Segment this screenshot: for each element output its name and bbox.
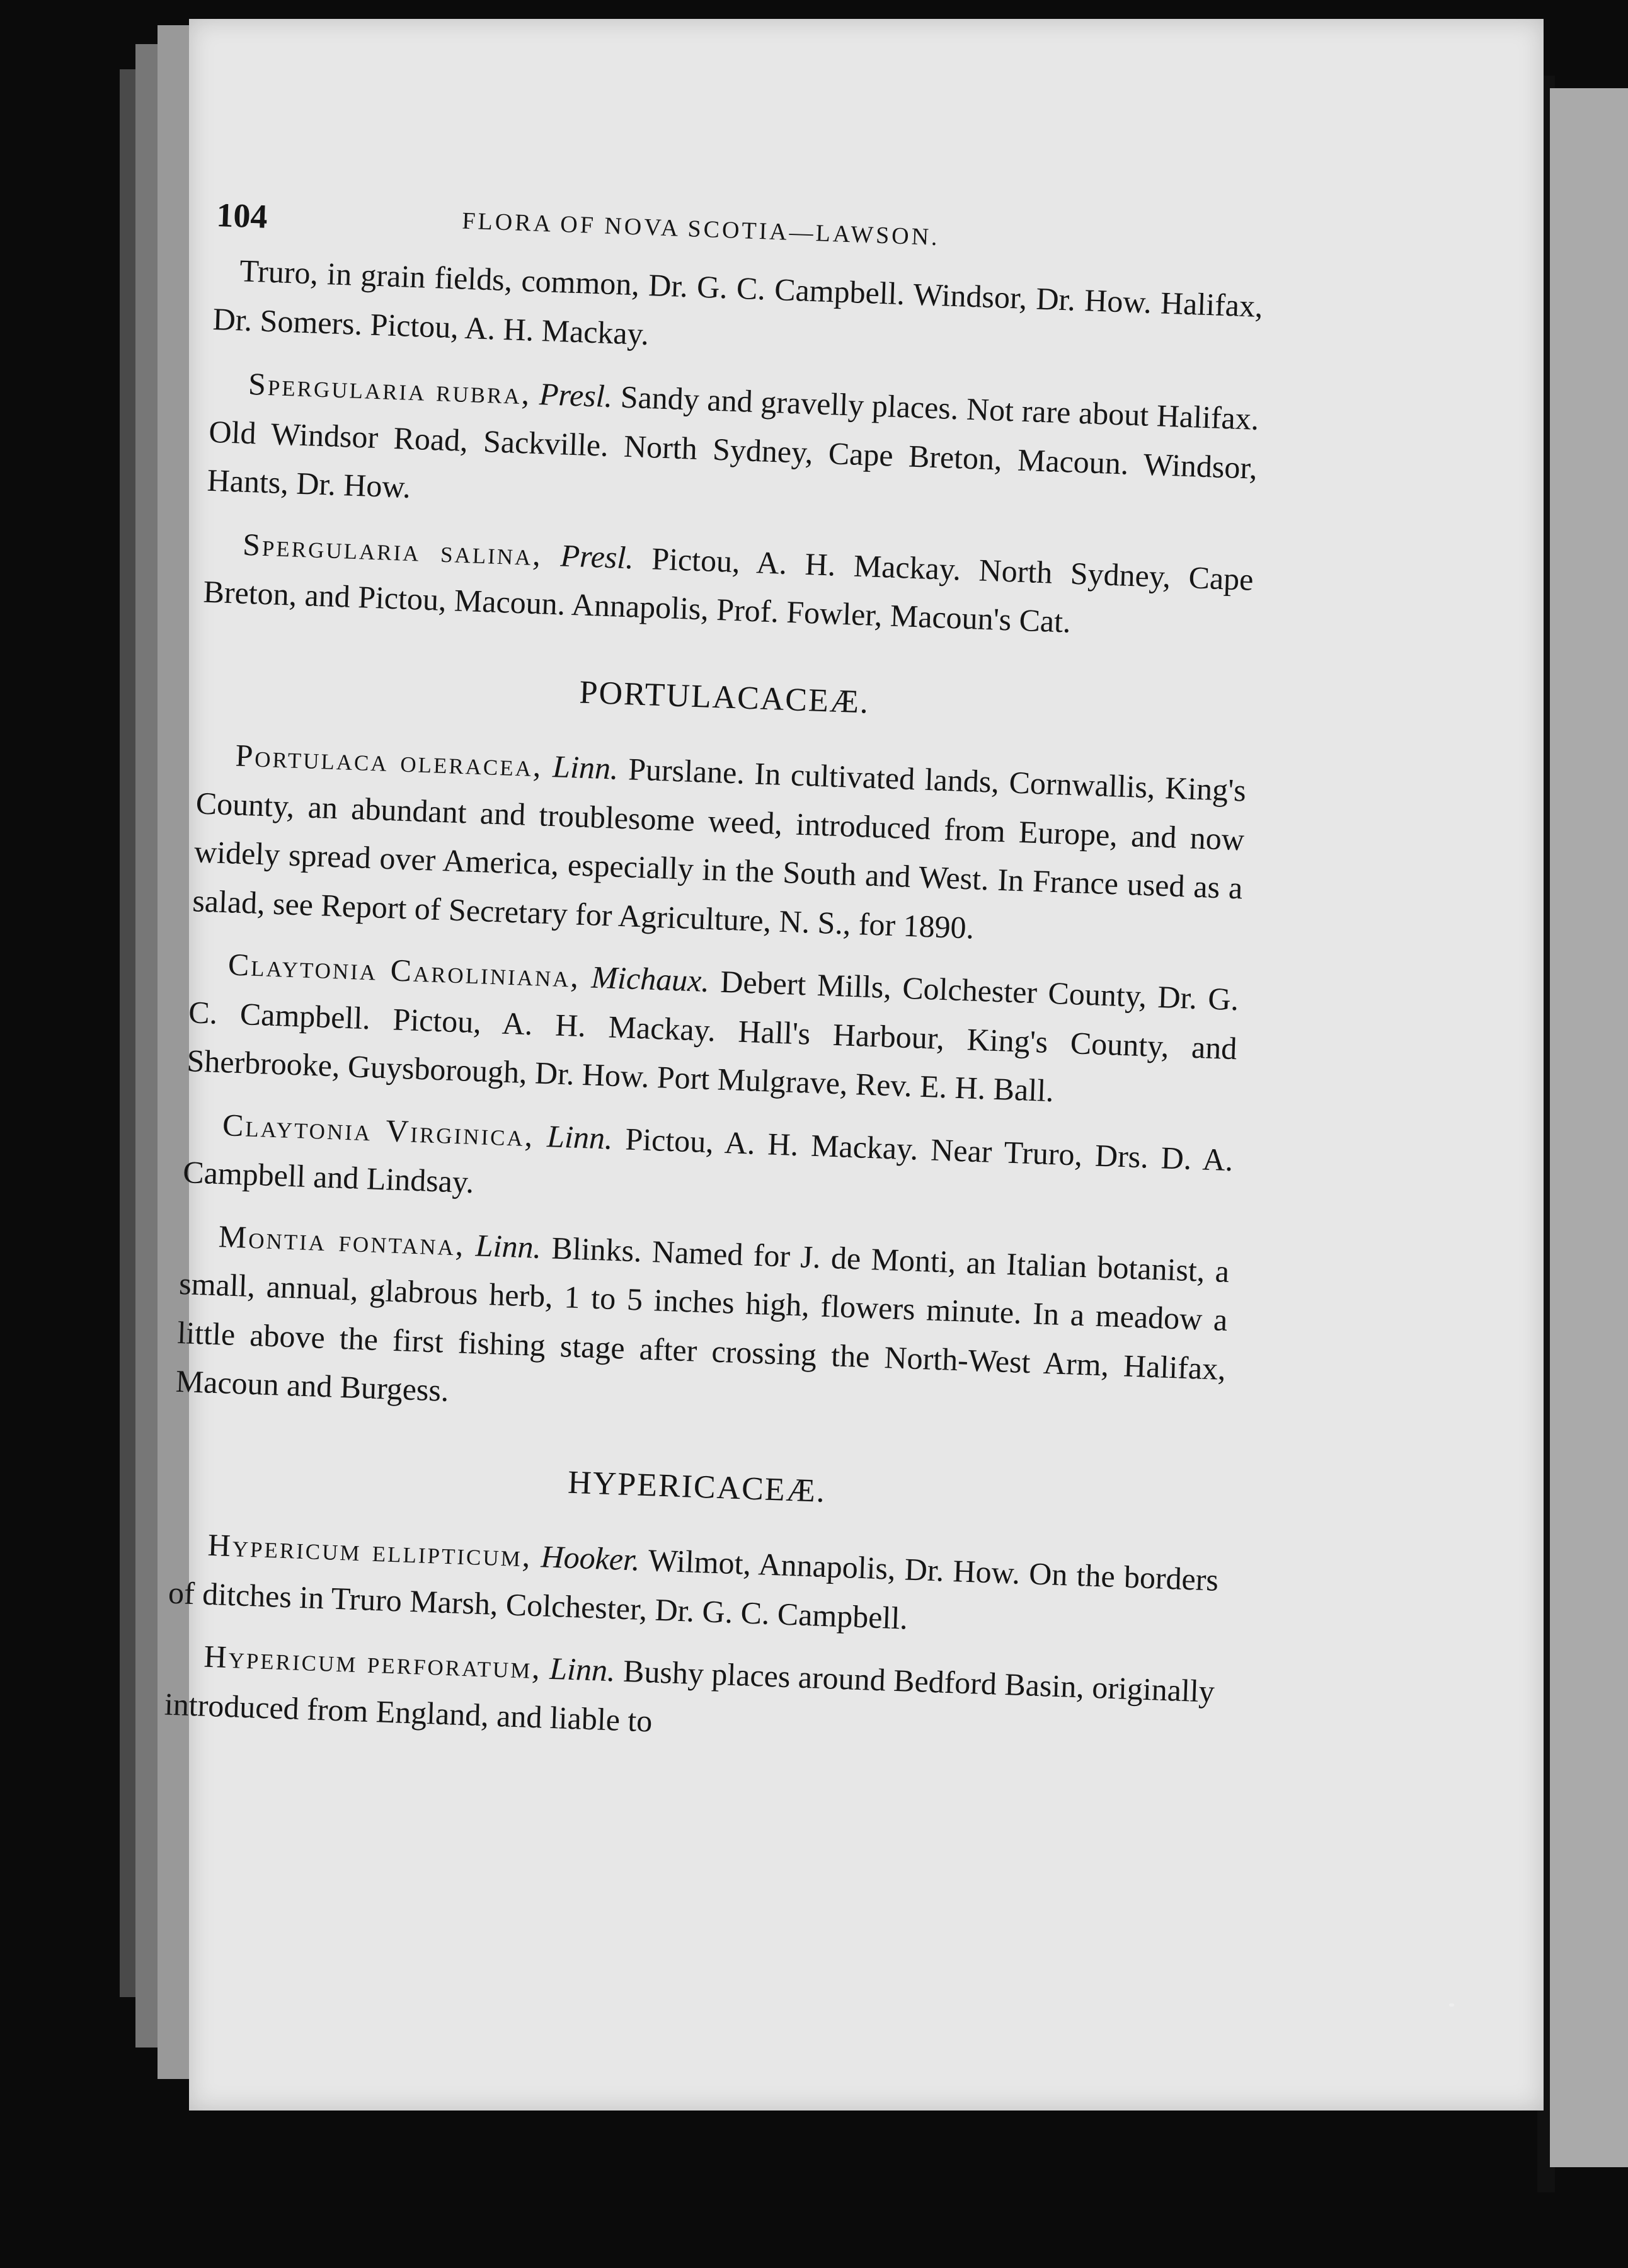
species-description: Pictou, A. H. Mackay. Near Truro, Drs. D. A. Campbell and Lindsay. [182,1121,1234,1200]
species-authority: Presl. [559,537,634,575]
print-speck [1449,2003,1454,2007]
species-entry [206,358,1259,541]
species-list [175,730,1247,1443]
species-entry [202,518,1254,653]
species-entry [175,1211,1230,1443]
species-description: Blinks. Named for J. de Monti, an Italian botanist, a small, annual, glabrous herb, 1 to 5 inches high, flowers minute. In a meadow a little above the first fishing stage after crossing the North-West Arm, Halifax, Macoun and Burgess. [175,1230,1230,1409]
species-authority: Linn. [552,748,619,786]
species-description: Purslane. In cultivated lands, Cornwallis, King's County, an abundant and troublesome weed, introduced from Europe, and now widely spread over America, especially in the South and West. In France used as a salad, see Report of Secretary for Agriculture, N. S., for 1890. [192,751,1247,946]
species-entry [192,730,1247,962]
species-name: Portulaca oleracea, [234,737,544,784]
family-heading: PORTULACACEÆ. [578,674,870,721]
species-name: Montia fontana, [218,1218,466,1263]
species-name: Hypericum ellipticum, [207,1526,533,1574]
species-name: Spergularia rubra, [248,365,532,411]
species-authority: Linn. [549,1651,616,1688]
species-authority: Presl. [539,376,614,415]
family-heading: HYPERICACEÆ. [567,1464,827,1509]
species-description: Debert Mills, Colchester County, Dr. G. C. Campbell. Pictou, A. H. Mackay. Hall's Harbour, King's County, and Sherbrooke, Guysborough, Dr. How. Port Mulgrave, Rev. E. H. Ball. [186,963,1240,1109]
species-name: Claytonia Caroliniana, [227,946,582,994]
species-entry [168,1520,1219,1654]
species-authority: Linn. [475,1227,542,1265]
species-name: Spergularia salina, [242,526,544,572]
running-head: FLORA OF NOVA SCOTIA—LAWSON. [461,207,941,251]
species-authority: Hooker. [540,1538,641,1578]
species-authority: Michaux. [590,959,710,999]
species-name: Claytonia Virginica, [222,1106,536,1154]
species-description: Sandy and gravelly places. Not rare about Halifax. Old Windsor Road, Sackville. North Sydney, Cape Breton, Macoun. Windsor, Hants, Dr. How. [206,379,1260,505]
page-content [163,189,1266,1779]
page-number: 104 [215,195,268,236]
species-authority: Linn. [546,1118,614,1156]
species-entry [164,1631,1215,1765]
species-list [164,1520,1220,1765]
species-list [202,358,1259,653]
species-description: Bushy places around Bedford Basin, originally introduced from England, and liable to [164,1653,1215,1739]
page-stack-edge [135,44,161,2048]
species-entry [182,1099,1234,1234]
species-description: Wilmot, Annapolis, Dr. How. On the borders of ditches in Truro Marsh, Colchester, Dr. G. C. Campbell. [168,1542,1219,1636]
facing-page-edge [1550,88,1628,2167]
species-name: Hypericum perforatum, [203,1638,542,1686]
continued-paragraph: Truro, in grain fields, common, Dr. G. C. Campbell. Windsor, Dr. How. Halifax, Dr. Somers. Pictou, A. H. Mackay. [212,253,1264,352]
species-description: Pictou, A. H. Mackay. North Sydney, Cape Breton, and Pictou, Macoun. Annapolis, Prof. Fowler, Macoun's Cat. [202,540,1254,639]
species-entry [186,939,1239,1121]
